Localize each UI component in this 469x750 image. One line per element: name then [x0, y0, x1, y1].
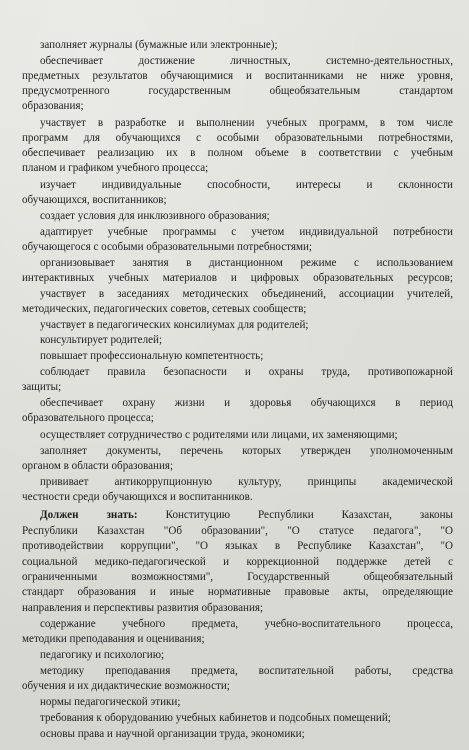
text-line: защиты; [22, 381, 62, 393]
text-line: создает условия для инклюзивного образования; [40, 210, 270, 222]
text-line: заполняет журналы (бумажные или электронные); [40, 39, 278, 51]
text-line: социальной медико-педагогической и коррекционной поддержке детей с [22, 556, 453, 568]
text-line: педагогику и психологию; [40, 649, 165, 661]
text-line: участвует в педагогических консилиумах для родителей; [40, 319, 309, 331]
text-line: обучающегося с особыми образовательными потребностями; [22, 241, 312, 253]
text-line: заполняет документы, перечень которых утвержден уполномоченным [40, 445, 453, 457]
text-line: стандарт образования и иные нормативные правовые акты, определяющие [22, 586, 453, 598]
text-line: образования; [22, 100, 84, 112]
text-line: обеспечивает реализацию их в полном объеме в соответствии с учебным [22, 147, 453, 159]
text-line: участвует в разработке и выполнении учебных программ, в том числе [40, 117, 453, 129]
text-line: повышает профессиональную компетентность; [40, 350, 264, 362]
text-line: ограниченными возможностями", Государственный общеобязательный [22, 571, 453, 583]
text-line: противодействии коррупции", "О языках в Республике Казахстан", "О [22, 540, 453, 552]
text-line: органом в области образования; [22, 460, 174, 472]
text-line: планом и графиком учебного процесса; [22, 162, 209, 174]
text-line: требования к оборудованию учебных кабинетов и подсобных помещений; [40, 712, 391, 724]
text-line: методику преподавания предмета, воспитательной работы, средства [40, 665, 453, 677]
text-line: образовательного процесса; [22, 412, 154, 424]
text-line: методических, педагогических советов, сетевых сообществ; [22, 303, 307, 315]
text-line: адаптирует учебные программы с учетом индивидуальной потребности [40, 226, 453, 238]
text-line: прививает антикоррупционную культуру, принципы академической [40, 476, 453, 488]
text-line: честности среди обучающихся и воспитанников. [22, 491, 253, 503]
must-know-heading: Должен знать: [40, 509, 138, 521]
must-know-line [0, 508, 469, 523]
text-line: осуществляет сотрудничество с родителями или лицами, их заменяющими; [40, 429, 398, 441]
text-line: участвует в заседаниях методических объединений, ассоциации учителей, [40, 288, 453, 300]
text-line: соблюдает правила безопасности и охраны труда, противопожарной [40, 366, 453, 378]
text-line: обучения и их дидактические возможности; [22, 680, 230, 692]
text-line: нормы педагогической этики; [40, 696, 181, 708]
text-line: Конституцию Республики Казахстан, законы [165, 509, 453, 521]
text-line: методики преподавания и оценивания; [22, 633, 205, 645]
text-line: содержание учебного предмета, учебно-воспитательного процесса, [40, 618, 453, 630]
text-line: основы права и научной организации труда, экономики; [40, 728, 305, 740]
text-line: программ для обучающихся с особыми образовательными потребностями, [22, 132, 453, 144]
text-line: консультирует родителей; [40, 334, 163, 346]
text-line: изучает индивидуальные способности, интересы и склонности [40, 179, 453, 191]
text-line: предметных результатов обучающимися и воспитанниками не ниже уровня, [22, 70, 453, 82]
text-line: предусмотренного государственным общеобязательным стандартом [22, 85, 453, 97]
text-line: направления и перспективы развития образования; [22, 602, 264, 614]
text-line: обучающихся, воспитанников; [22, 194, 167, 206]
text-line: обеспечивает достижение личностных, системно-деятельностных, [40, 55, 453, 67]
text-line: организовывает занятия в дистанционном режиме с использованием [40, 257, 453, 269]
text-line: Республики Казахстан "Об образовании", "О статусе педагога", "О [22, 525, 453, 537]
text-line: обеспечивает охрану жизни и здоровья обучающихся в период [40, 397, 453, 409]
text-line: интерактивных учебных материалов и цифровых образовательных ресурсов; [22, 272, 453, 284]
